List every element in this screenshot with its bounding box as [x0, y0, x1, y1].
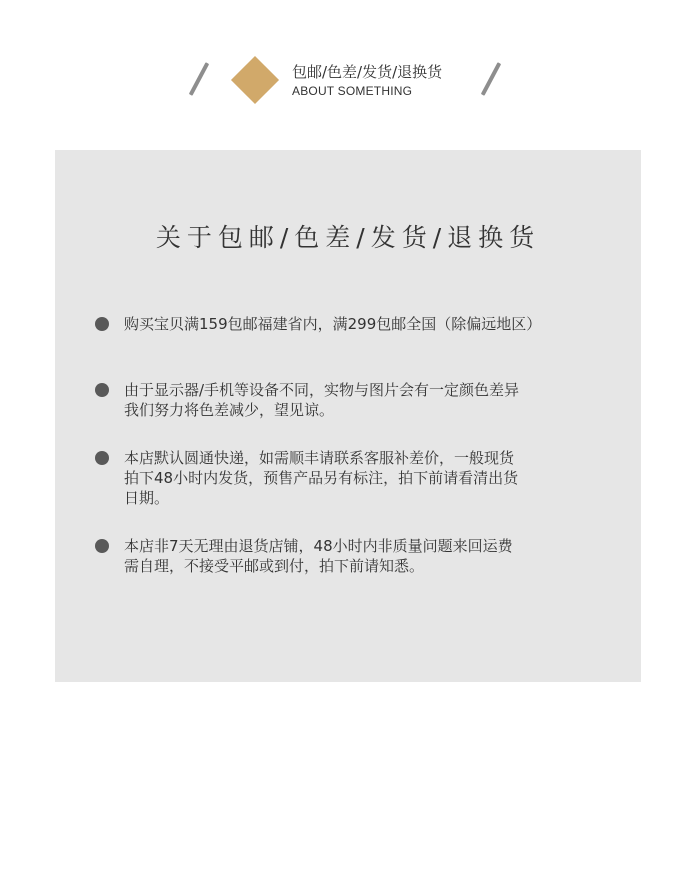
notice-line: 日期。 [124, 489, 170, 507]
panel-title: 关于包邮/色差/发货/退换货 [155, 223, 541, 252]
notice-line: 本店非7天无理由退货店铺，48小时内非质量问题来回运费 [124, 537, 513, 555]
notice-line: 需自理，不接受平邮或到付，拍下前请知悉。 [124, 557, 425, 575]
notice-line: 由于显示器/手机等设备不同，实物与图片会有一定颜色差异 [124, 381, 520, 399]
notice-item-color-difference [95, 380, 615, 420]
section-header [0, 0, 700, 150]
notice-line: 购买宝贝满159包邮福建省内，满299包邮全国（除偏远地区） [124, 315, 542, 333]
notice-item-free-shipping [95, 314, 615, 334]
notice-line: 拍下48小时内发货，预售产品另有标注，拍下前请看清出货 [124, 469, 519, 487]
left-slash-decoration [189, 62, 209, 96]
diamond-icon [231, 56, 279, 104]
notice-item-shipping [95, 448, 615, 508]
notice-item-returns [95, 536, 615, 576]
notice-line: 我们努力将色差减少，望见谅。 [124, 401, 335, 419]
bullet-icon [95, 451, 109, 465]
right-slash-decoration [481, 62, 501, 96]
bullet-icon [95, 539, 109, 553]
bullet-icon [95, 383, 109, 397]
bullet-icon [95, 317, 109, 331]
header-title: 包邮/色差/发货/退换货 [292, 63, 443, 81]
notice-line: 本店默认圆通快递，如需顺丰请联系客服补差价，一般现货 [124, 449, 515, 467]
header-subtitle: ABOUT SOMETHING [292, 84, 413, 98]
info-panel [55, 150, 641, 682]
header-text-group [292, 62, 442, 99]
